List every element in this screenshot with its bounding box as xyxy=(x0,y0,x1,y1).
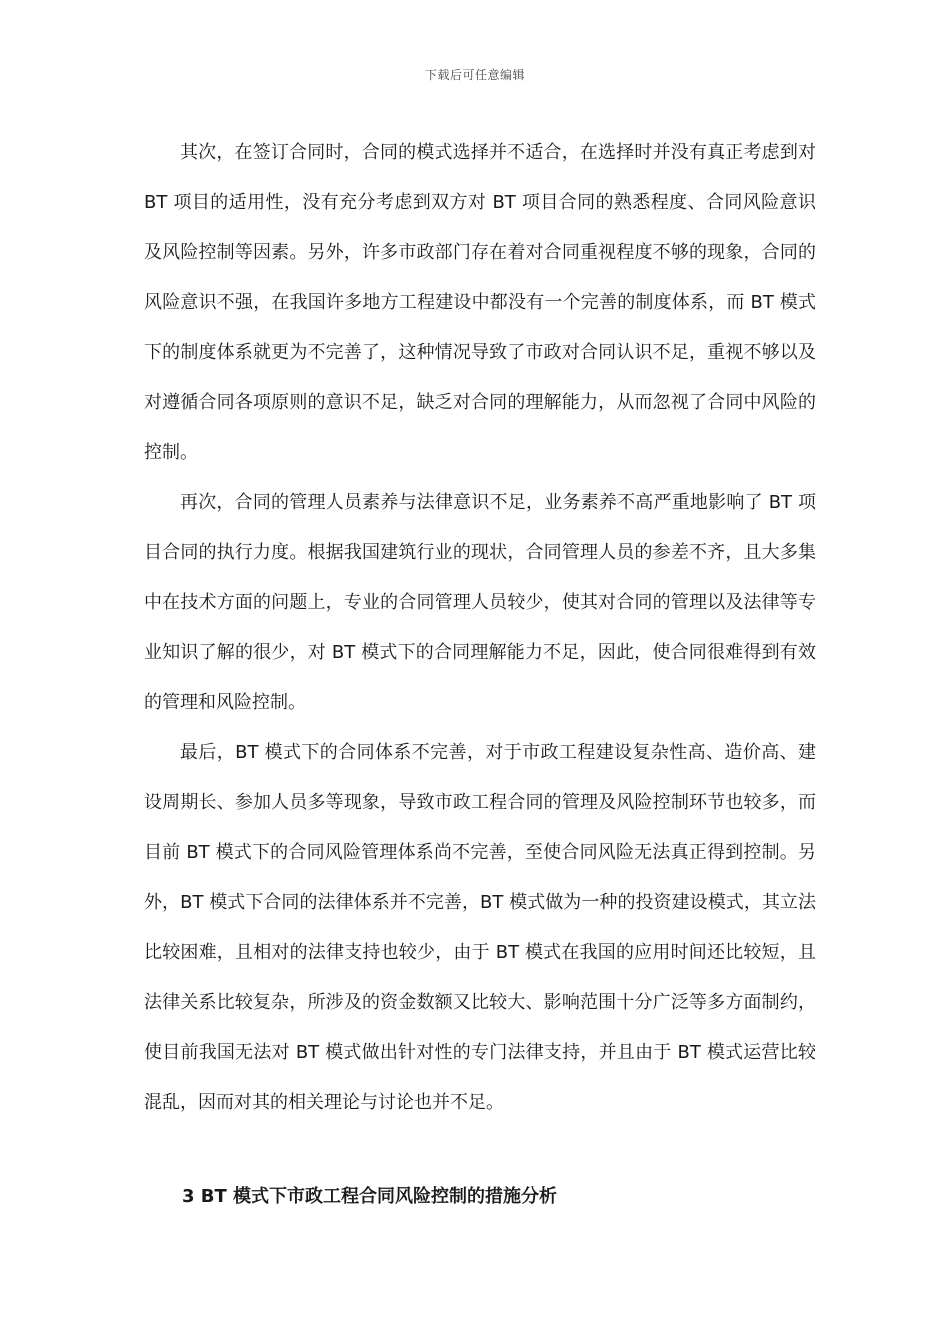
section-heading: 3 BT 模式下市政工程合同风险控制的措施分析 xyxy=(182,1186,558,1207)
page-header: 下载后可任意编辑 xyxy=(424,68,525,82)
body-text xyxy=(144,128,816,1128)
paragraph-2: 再次，合同的管理人员素养与法律意识不足，业务素养不高严重地影响了 BT 项目合同的执行力度。根据我国建筑行业的现状，合同管理人员的参差不齐，且大多集中在技术方面的问题上，专业的合同管理人员较少，使其对合同的管理以及法律等专业知识了解的很少，对 BT 模式下的合同理解能力不足，因此，使合同很难得到有效的管理和风险控制。 xyxy=(144,492,816,713)
paragraph-3: 最后，BT 模式下的合同体系不完善，对于市政工程建设复杂性高、造价高、建设周期长、参加人员多等现象，导致市政工程合同的管理及风险控制环节也较多，而目前 BT 模式下的合同风险管理体系尚不完善，至使合同风险无法真正得到控制。另外，BT 模式下合同的法律体系并不完善，BT 模式做为一种的投资建设模式，其立法比较困难，且相对的法律支持也较少，由于 BT 模式在我国的应用时间还比较短，且法律关系比较复杂，所涉及的资金数额又比较大、影响范围十分广泛等多方面制约，使目前我国无法对 BT 模式做出针对性的专门法律支持，并且由于 BT 模式运营比较混乱，因而对其的相关理论与讨论也并不足。 xyxy=(144,742,816,1113)
paragraph-1: 其次，在签订合同时，合同的模式选择并不适合，在选择时并没有真正考虑到对 BT 项目的适用性，没有充分考虑到双方对 BT 项目合同的熟悉程度、合同风险意识及风险控制等因素。另外，许多市政部门存在着对合同重视程度不够的现象，合同的风险意识不强，在我国许多地方工程建设中都没有一个完善的制度体系，而 BT 模式下的制度体系就更为不完善了，这种情况导致了市政对合同认识不足，重视不够以及对遵循合同各项原则的意识不足，缺乏对合同的理解能力，从而忽视了合同中风险的控制。 xyxy=(144,142,816,463)
